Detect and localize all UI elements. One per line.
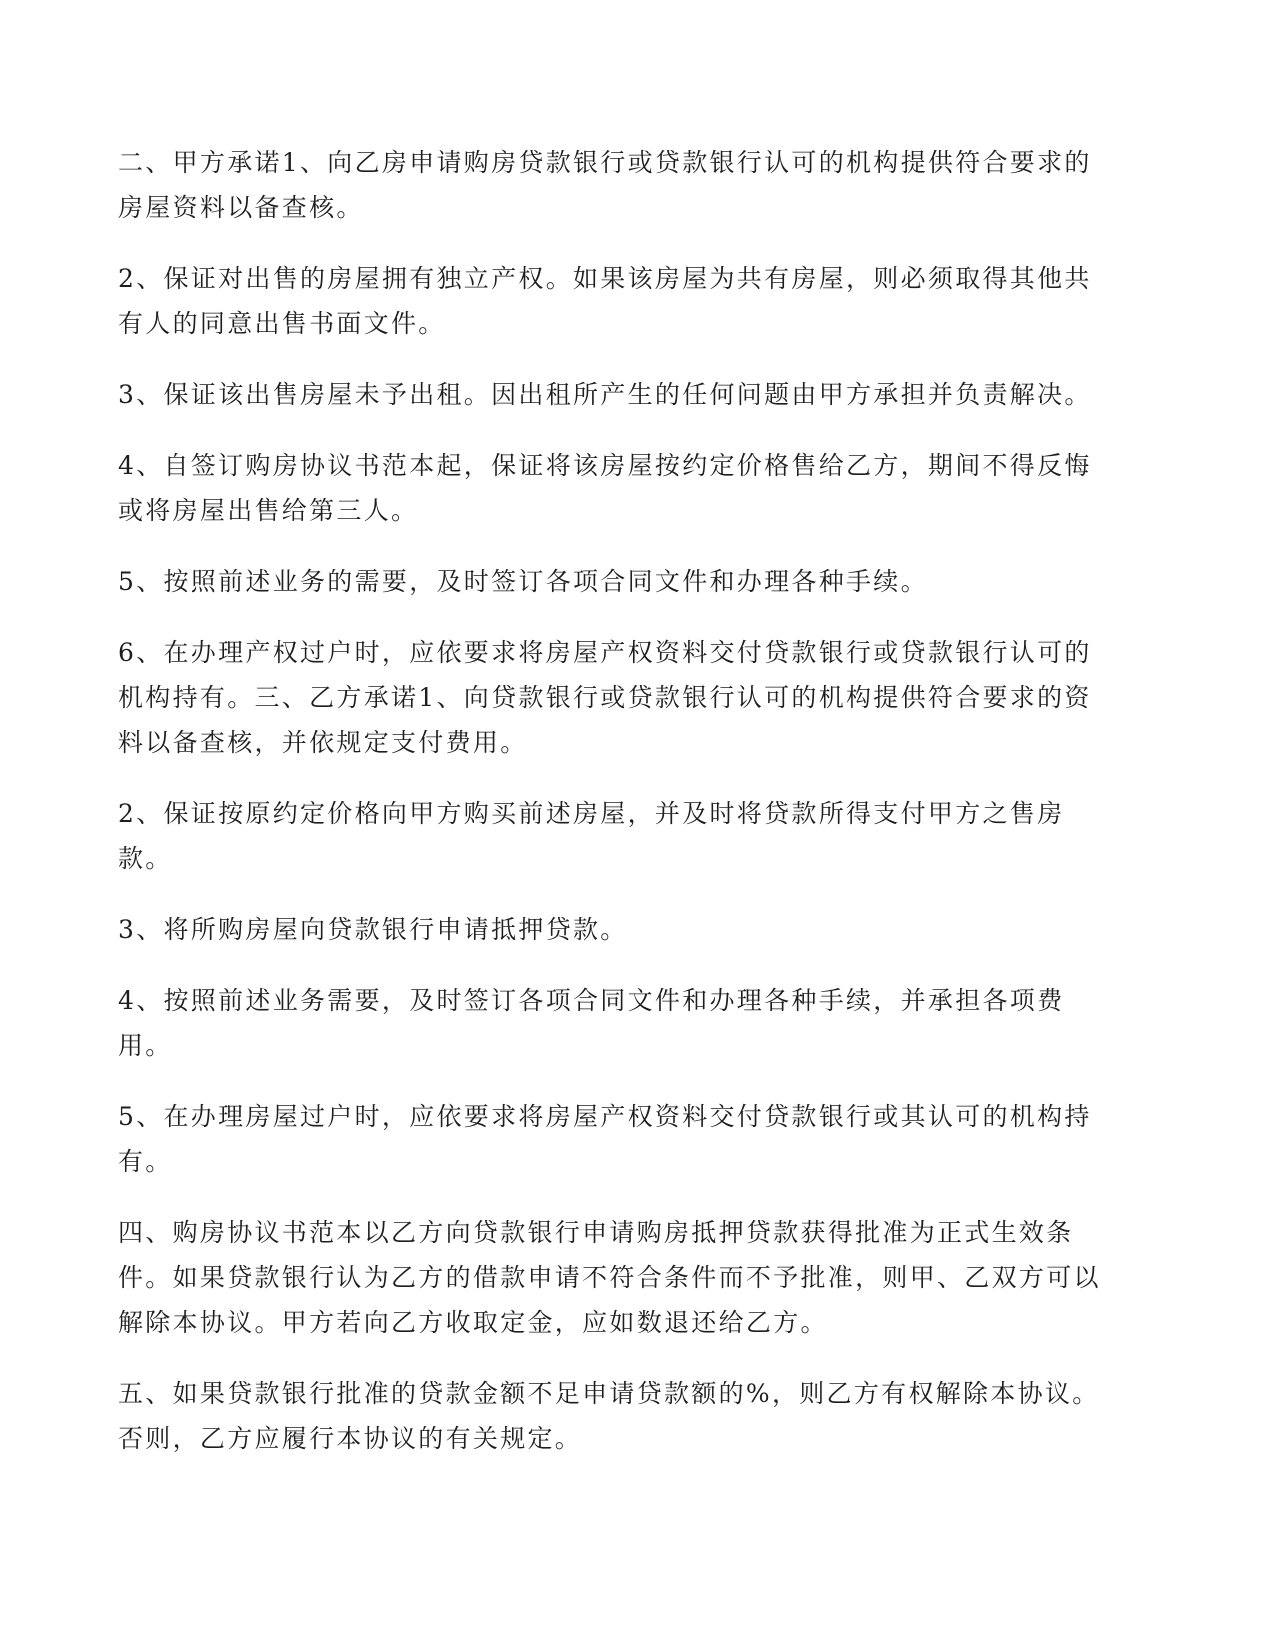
paragraph-promise-a-1: 二、甲方承诺1、向乙房申请购房贷款银行或贷款银行认可的机构提供符合要求的房屋资料以备查核。 — [118, 148, 1092, 222]
paragraph-promise-a-5: 5、按照前述业务的需要，及时签订各项合同文件和办理各种手续。 — [118, 567, 928, 596]
paragraph-promise-a-4: 4、自签订购房协议书范本起，保证将该房屋按约定价格售给乙方，期间不得反悔或将房屋出售给第三人。 — [118, 451, 1092, 525]
document-body — [118, 140, 1108, 1487]
paragraph-promise-b-4: 4、按照前述业务需要，及时签订各项合同文件和办理各种手续，并承担各项费用。 — [118, 986, 1065, 1060]
paragraph-section-5: 五、如果贷款银行批准的贷款金额不足申请贷款额的%，则乙方有权解除本协议。否则，乙方应履行本协议的有关规定。 — [118, 1379, 1100, 1453]
paragraph-section-4: 四、购房协议书范本以乙方向贷款银行申请购房抵押贷款获得批准为正式生效条件。如果贷款银行认为乙方的借款申请不符合条件而不予批准，则甲、乙双方可以解除本协议。甲方若向乙方收取定金，应如数退还给乙方。 — [118, 1218, 1101, 1337]
paragraph-promise-a-3: 3、保证该出售房屋未予出租。因出租所产生的任何问题由甲方承担并负责解决。 — [118, 380, 1092, 409]
paragraph-promise-a-6: 6、在办理产权过户时，应依要求将房屋产权资料交付贷款银行或贷款银行认可的机构持有。三、乙方承诺1、向贷款银行或贷款银行认可的机构提供符合要求的资料以备查核，并依规定支付费用。 — [118, 638, 1092, 757]
paragraph-promise-b-5: 5、在办理房屋过户时，应依要求将房屋产权资料交付贷款银行或其认可的机构持有。 — [118, 1102, 1092, 1176]
paragraph-promise-b-3: 3、将所购房屋向贷款银行申请抵押贷款。 — [118, 915, 628, 944]
paragraph-promise-b-2: 2、保证按原约定价格向甲方购买前述房屋，并及时将贷款所得支付甲方之售房款。 — [118, 799, 1065, 873]
paragraph-promise-a-2: 2、保证对出售的房屋拥有独立产权。如果该房屋为共有房屋，则必须取得其他共有人的同意出售书面文件。 — [118, 264, 1092, 338]
